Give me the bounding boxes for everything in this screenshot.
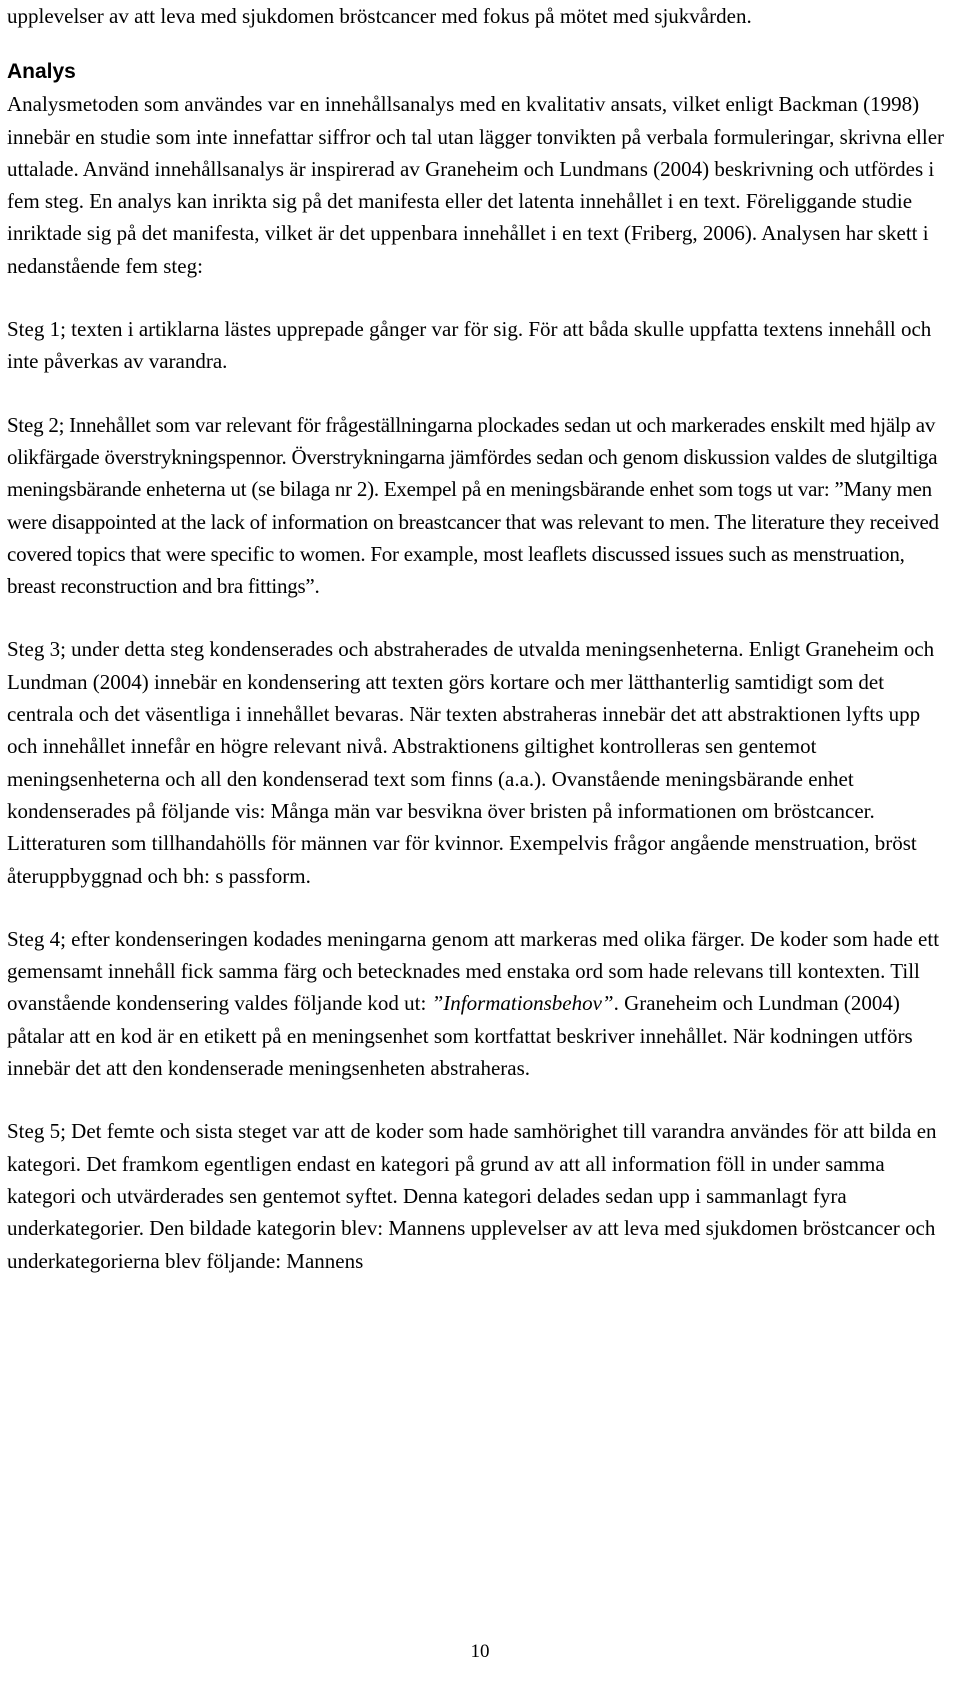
step-4-text-start: Steg 4; efter kondenseringen kodades meningarna genom att markeras med olika färger. De koder som hade ett gemensamt innehåll fick samma färg och betecknades med enstaka ord som hade relevans till kontexten. Till ovanstående kondensering valdes följande kod ut: <box>7 926 940 1016</box>
step-2-paragraph: Steg 2; Innehållet som var relevant för frågeställningarna plockades sedan ut och markerades enskilt med hjälp av olikfärgade överstrykningspennor. Överstrykningarna jämfördes sedan och genom diskussion valdes de slutgiltiga meningsbärande enheterna ut (se bilaga nr 2). Exempel på en meningsbärande enhet som togs ut var: ”Many men were disappointed at the lack of information on breastcancer that was relevant to men. The literature they received covered topics that were specific to women. For example, most leaflets discussed issues such as menstruation, breast reconstruction and bra fittings”. <box>7 412 939 599</box>
page-number: 10 <box>470 1641 490 1662</box>
document-page <box>7 0 955 1277</box>
step-3-paragraph: Steg 3; under detta steg kondenserades och abstraherades de utvalda meningsenheterna. Enligt Graneheim och Lundman (2004) innebär en kondensering att texten görs kortare och mer lätthanterlig samtidigt som det centrala och det väsentliga i innehållet bevaras. När texten abstraheras innebär det att abstraktionen lyfts upp och innehållet innefår en högre relevant nivå. Abstraktionens giltighet kontrolleras sen gentemot meningsenheterna och all den kondenserad text som finns (a.a.). Ovanstående meningsbärande enhet kondenserades på följande vis: Många män var besvikna över bristen på informationen om bröstcancer. Litteraturen som tillhandahölls för männen var för kvinnor. Exempelvis frågor angående menstruation, bröst återuppbyggnad och bh: s passform. <box>7 637 935 888</box>
section-heading: Analys <box>7 60 76 84</box>
step-4-text-end: . Graneheim och Lundman (2004) påtalar att en kod är en etikett på en meningsenhet som kortfattat beskriver innehållet. När kodningen utförs innebär det att den kondenserade meningsenheten abstraheras. <box>7 991 913 1081</box>
step-4-code: ”Informationsbehov” <box>431 991 614 1016</box>
step-5-paragraph: Steg 5; Det femte och sista steget var att de koder som hade samhörighet till varandra användes för att bilda en kategori. Det framkom egentligen endast en kategori på grund av att all information föll in under samma kategori och utvärderades sen gentemot syftet. Denna kategori delades sedan upp i sammanlagt fyra underkategorier. Den bildade kategorin blev: Mannens upplevelser av att leva med sjukdomen bröstcancer och underkategorierna blev följande: Mannens <box>7 1119 937 1273</box>
step-1-paragraph: Steg 1; texten i artiklarna lästes upprepade gånger var för sig. För att båda skulle uppfatta textens innehåll och inte påverkas av varandra. <box>7 317 932 374</box>
step-4-paragraph <box>7 923 955 1084</box>
analysis-paragraph: Analysmetoden som användes var en innehållsanalys med en kvalitativ ansats, vilket enligt Backman (1998) innebär en studie som inte innefattar siffror och tal utan lägger tonvikten på verbala formuleringar, skrivna eller uttalade. Använd innehållsanalys är inspirerad av Graneheim och Lundmans (2004) beskrivning och utfördes i fem steg. En analys kan inrikta sig på det manifesta eller det latenta innehållet i en text. Föreliggande studie inriktade sig på det manifesta, vilket är det uppenbara innehållet i en text (Friberg, 2006). Analysen har skett i nedanstående fem steg: <box>7 92 945 278</box>
intro-paragraph: upplevelser av att leva med sjukdomen bröstcancer med fokus på mötet med sjukvården. <box>7 4 752 28</box>
